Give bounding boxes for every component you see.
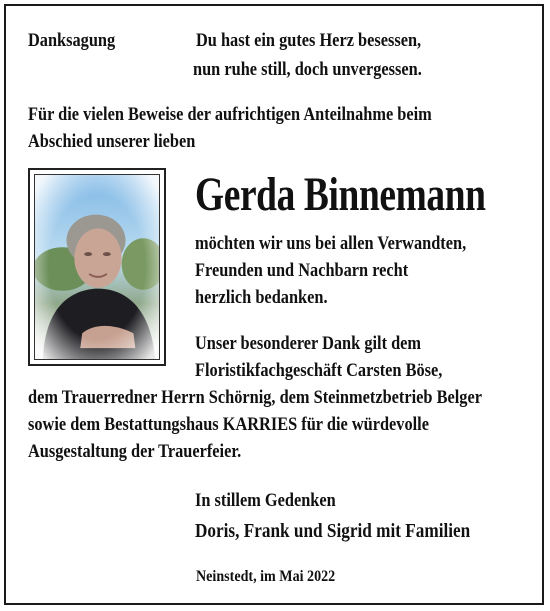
thanks-line-1: möchten wir uns bei allen Verwandten, <box>195 233 467 254</box>
thanks-line-2: Freunden und Nachbarn recht <box>195 260 409 281</box>
remembrance-line: In stillem Gedenken <box>195 490 336 511</box>
special-line-5: Ausgestaltung der Trauerfeier. <box>28 441 242 462</box>
special-line-3: dem Trauerredner Herrn Schörnig, dem Steinmetzbetrieb Belger <box>28 387 482 408</box>
family-signature: Doris, Frank und Sigrid mit Familien <box>195 520 471 542</box>
notice-heading: Danksagung <box>28 30 116 51</box>
intro-line-2: Abschied unserer lieben <box>28 131 196 152</box>
thanks-line-3: herzlich bedanken. <box>195 287 328 308</box>
intro-line-1: Für die vielen Beweise der aufrichtigen Anteilnahme beim <box>28 104 432 125</box>
deceased-name: Gerda Binnemann <box>195 168 486 221</box>
portrait-photo-frame <box>28 168 166 366</box>
portrait-photo <box>34 174 160 360</box>
special-line-2: Floristikfachgeschäft Carsten Böse, <box>195 360 443 381</box>
place-date: Neinstedt, im Mai 2022 <box>196 568 336 585</box>
special-line-1: Unser besonderer Dank gilt dem <box>195 333 422 354</box>
special-line-4: sowie dem Bestattungshaus KARRIES für die würdevolle <box>28 414 429 435</box>
verse-line-1: Du hast ein gutes Herz besessen, <box>196 30 422 51</box>
verse-line-2: nun ruhe still, doch unvergessen. <box>193 59 422 80</box>
